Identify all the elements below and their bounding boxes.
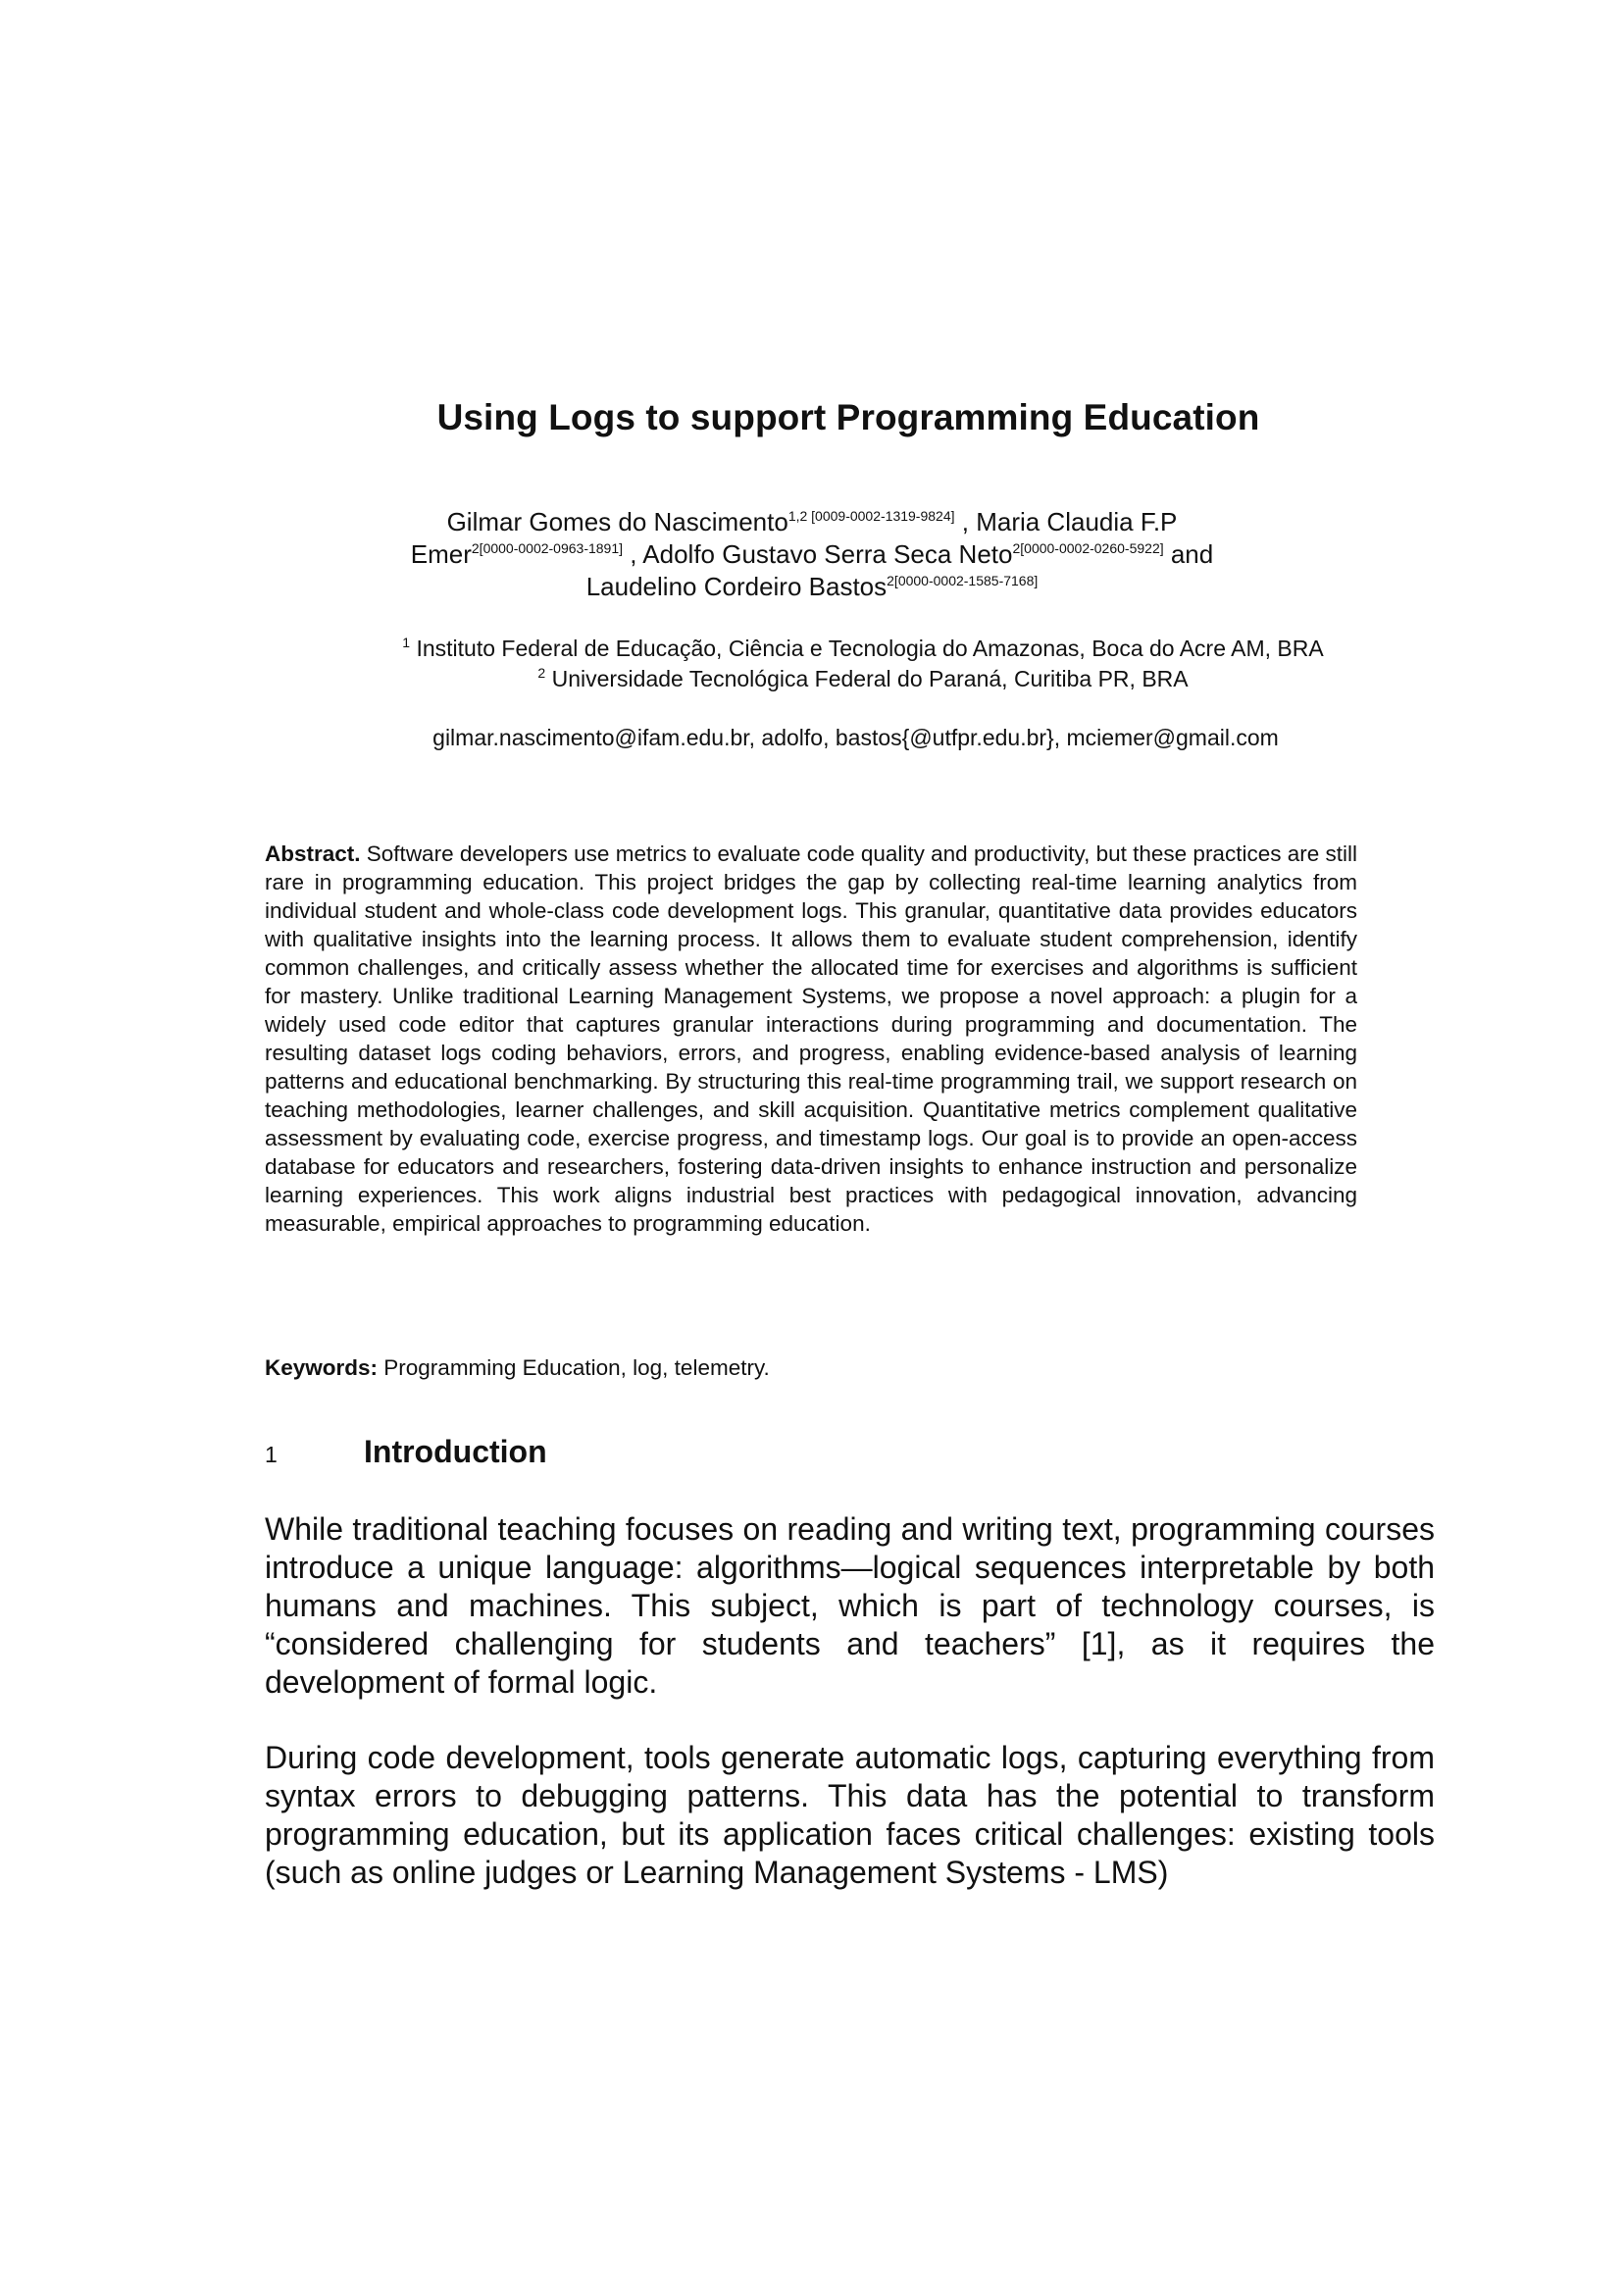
author-conjunction: and: [1163, 539, 1214, 569]
author-orcid: 2[0000-0002-0963-1891]: [471, 540, 624, 556]
author-list: [0, 506, 1624, 603]
author-line-2: [0, 538, 1624, 571]
author-orcid: 1,2 [0009-0002-1319-9824]: [787, 508, 955, 524]
abstract: [265, 840, 1357, 1238]
paper-title: Using Logs to support Programming Education: [436, 397, 1260, 437]
author-orcid: 2[0000-0002-0260-5922]: [1012, 540, 1164, 556]
keywords: [265, 1355, 1357, 1381]
author-name: , Adolfo Gustavo Serra Seca Neto: [630, 539, 1013, 569]
affiliation-text: Instituto Federal de Educação, Ciência e Tecnologia do Amazonas, Boca do Acre AM, BRA: [410, 636, 1324, 661]
affiliation-2: [0, 664, 1624, 694]
author-line-3: [0, 571, 1624, 603]
affiliation-marker: 1: [402, 635, 411, 650]
author-name: Emer: [410, 539, 472, 569]
section-title: Introduction: [364, 1434, 547, 1469]
keywords-label: Keywords:: [265, 1355, 379, 1380]
affiliation-1: [0, 634, 1624, 664]
abstract-text: Software developers use metrics to evaluate code quality and productivity, but these practices are still rare in programming education. This project bridges the gap by collecting real-time learning analytics from individual student and whole-class code development logs. This granular, quantitative data provides educators with qualitative insights into the learning process. It allows them to evaluate student comprehension, identify common challenges, and critically assess whether the allocated time for exercises and algorithms is sufficient for mastery. Unlike traditional Learning Management Systems, we propose a novel approach: a plugin for a widely used code editor that captures granular interactions during programming and documentation. The resulting dataset logs coding behaviors, errors, and progress, enabling evidence-based analysis of learning patterns and educational benchmarking. By structuring this real-time programming trail, we support research on teaching methodologies, learner challenges, and skill acquisition. Quantitative metrics complement qualitative assessment by evaluating code, exercise progress, and timestamp logs. Our goal is to provide an open-access database for educators and researchers, fostering data-driven insights to enhance instruction and personalize learning experiences. This work aligns industrial best practices with pedagogical innovation, advancing measurable, empirical approaches to programming education.: [265, 841, 1357, 1236]
affiliation-text: Universidade Tecnológica Federal do Paraná, Curitiba PR, BRA: [545, 666, 1189, 691]
author-name: Laudelino Cordeiro Bastos: [585, 572, 888, 601]
keywords-text: Programming Education, log, telemetry.: [378, 1355, 770, 1380]
author-orcid: 2[0000-0002-1585-7168]: [887, 573, 1039, 588]
body-paragraph: During code development, tools generate automatic logs, capturing everything from syntax errors to debugging patterns. This data has the potential to transform programming education, but its application faces critical challenges: existing tools (such as online judges or Learning Management Systems - LMS): [265, 1740, 1435, 1890]
affiliation-marker: 2: [537, 665, 546, 681]
author-emails: gilmar.nascimento@ifam.edu.br, adolfo, bastos{@utfpr.edu.br}, mciemer@gmail.com: [432, 725, 1279, 750]
affiliation-list: [0, 634, 1624, 694]
author-name: Gilmar Gomes do Nascimento: [446, 507, 788, 536]
author-line-1: [0, 506, 1624, 538]
body-paragraph: While traditional teaching focuses on reading and writing text, programming courses introduce a unique language: algorithms—logical sequences interpretable by both humans and machines. This subject, which is part of technology courses, is “considered challenging for students and teachers” [1], as it requires the development of formal logic.: [265, 1511, 1435, 1700]
abstract-label: Abstract.: [265, 841, 361, 866]
author-name: , Maria Claudia F.P: [961, 507, 1178, 536]
section-number: 1: [265, 1442, 278, 1467]
